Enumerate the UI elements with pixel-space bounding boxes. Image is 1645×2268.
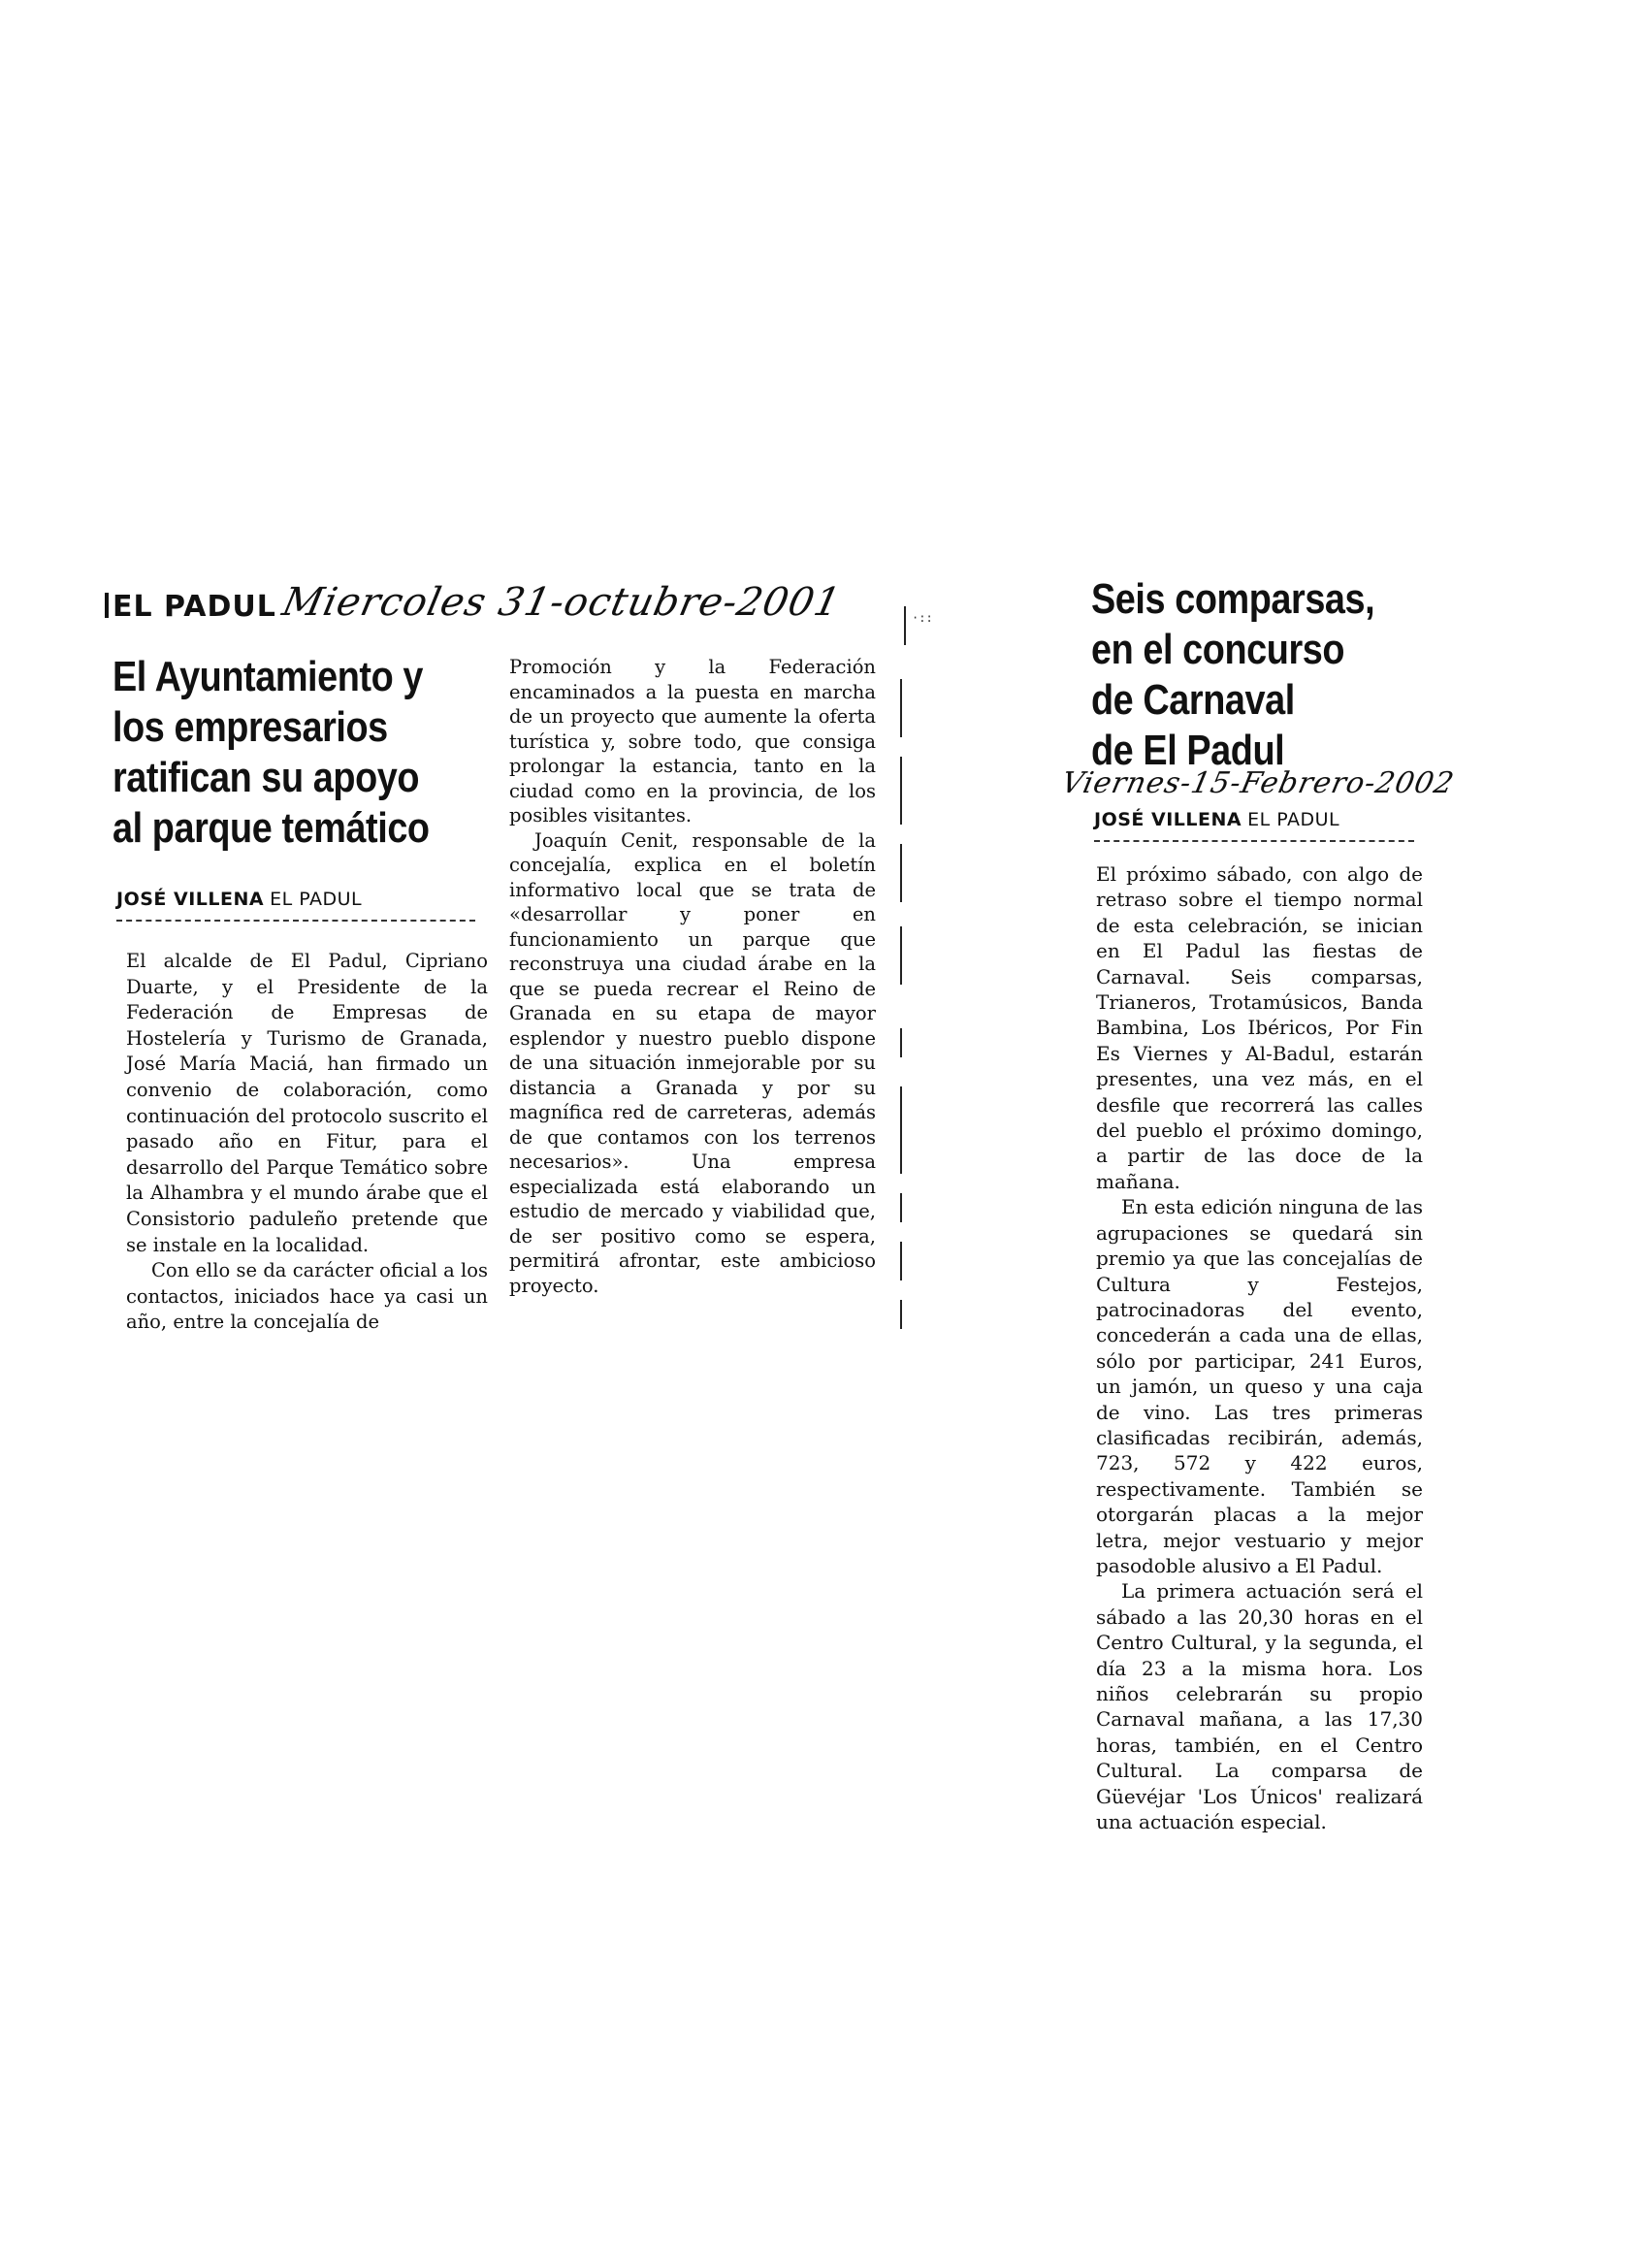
paragraph: El alcalde de El Padul, Cipriano Duarte, y el Presidente de la Federación de Empresas de Hostelería y Turismo de Granada, José María Maciá, han firmado un convenio de colaboración, como continuación del protocolo suscrito el pasado año en Fitur, para el desarrollo del Parque Temático sobre la Alhambra y el mundo árabe que el Consistorio paduleño pretende que se instale en la localidad. xyxy=(126,950,488,1256)
margin-mark xyxy=(900,1028,902,1057)
margin-mark xyxy=(900,757,902,825)
paragraph: Joaquín Cenit, responsable de la concejalía, explica en el boletín informativo local que se trata de «desarrollar y poner en funcionamiento un parque que reconstruya una ciudad árabe en la que se pueda recrear el Reino de Granada en su etapa de mayor esplendor y nuestro pueblo dispone de una situación inmejorable por su distancia a Granada y por su magnífica red de carreteras, además de que contamos con los terrenos necesarios». Una empresa especializada está elaborando un estudio de mercado y viabilidad que, de ser positivo como se espera, permitirá afrontar, este ambicioso proyecto. xyxy=(509,828,876,1297)
margin-mark xyxy=(900,844,902,902)
margin-mark xyxy=(900,1193,902,1222)
margin-mark xyxy=(900,679,902,737)
paragraph: El próximo sábado, con algo de retraso sobre el tiempo normal de esta celebración, se inician en El Padul las fiestas de Carnaval. Seis comparsas, Trianeros, Trotamúsicos, Banda Bambina, Los Ibéricos, Por Fin Es Viernes y Al-Badul, estarán presentes, una vez más, en el desfile que recorrerá las calles del pueblo el próximo domingo, a partir de las doce de la mañana. xyxy=(1096,862,1423,1193)
paragraph: Con ello se da carácter oficial a los contactos, iniciados hace ya casi un año, entre la concejalía de xyxy=(126,1259,488,1334)
paragraph: En esta edición ninguna de las agrupaciones se quedará sin premio ya que las concejalías de Cultura y Festejos, patrocinadoras del evento, concederán a cada una de ellas, sólo por participar, 241 Euros, un jamón, un queso y una caja de vino. Las tres primeras clasificadas recibirán, además, 723, 572 y 422 euros, respectivamente. También se otorgarán placas a la mejor letra, mejor vestuario y mejor pasodoble alusivo a El Padul. xyxy=(1096,1195,1423,1577)
byline xyxy=(116,889,362,910)
section-label: EL PADUL xyxy=(105,590,276,624)
byline-author: JOSÉ VILLENA xyxy=(1094,809,1242,830)
margin-mark xyxy=(900,926,902,985)
section-marker xyxy=(105,593,109,618)
byline-place: EL PADUL xyxy=(270,889,363,910)
article-column-2 xyxy=(509,655,876,1298)
byline-place: EL PADUL xyxy=(1247,809,1340,830)
article-column-1 xyxy=(126,949,488,1336)
margin-mark xyxy=(900,1242,902,1280)
article-column-right xyxy=(1096,861,1423,1834)
paragraph: Promoción y la Federación encaminados a la puesta en marcha de un proyecto que aumente la oferta turística y, sobre todo, que consiga prolongar la estancia, tanto en la ciudad como en la provincia, de los posibles visitantes. xyxy=(509,656,876,826)
scan-artifact: ·:: xyxy=(912,611,933,625)
byline-rule xyxy=(116,920,475,922)
byline-rule-right xyxy=(1094,840,1414,842)
headline: El Ayuntamiento y los empresarios ratifican su apoyo al parque temático xyxy=(113,653,430,852)
margin-mark xyxy=(904,606,906,645)
byline-right xyxy=(1094,809,1339,830)
paragraph: La primera actuación será el sábado a las 20,30 horas en el Centro Cultural, y la segunda, el día 23 a la misma hora. Los niños celebrarán su propio Carnaval mañana, a las 17,30 horas, también, en el Centro Cultural. La comparsa de Güevéjar 'Los Únicos' realizará una actuación especial. xyxy=(1096,1579,1423,1834)
handwritten-date-right: Viernes-15-Febrero-2002 xyxy=(1058,766,1458,800)
byline-author: JOSÉ VILLENA xyxy=(116,889,265,910)
margin-mark xyxy=(900,1086,902,1174)
margin-mark xyxy=(900,1300,902,1329)
headline-right: Seis comparsas, en el concurso de Carnaval de El Padul xyxy=(1091,575,1375,774)
handwritten-date: Miercoles 31-octubre-2001 xyxy=(278,580,846,625)
